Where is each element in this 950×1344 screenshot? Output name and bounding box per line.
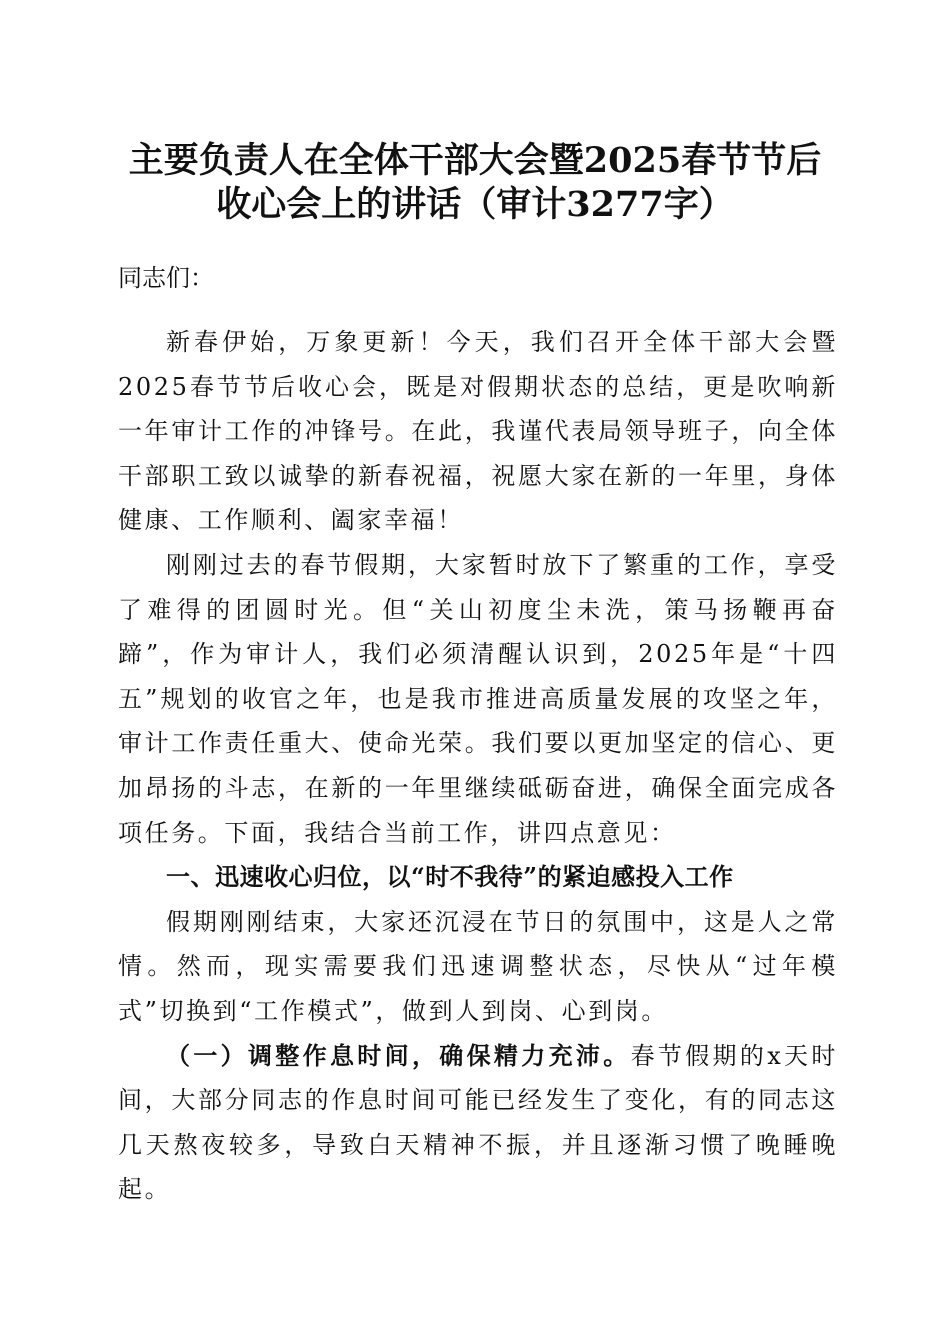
paragraph-context: 刚刚过去的春节假期，大家暂时放下了繁重的工作，享受了难得的团圆时光。但“关山初度尘未洗，策马扬鞭再奋蹄”，作为审计人，我们必须清醒认识到，2025年是“十四五”规划的收官之年，也是我市推进高质量发展的攻坚之年，审计工作责任重大、使命光荣。我们要以更加坚定的信心、更加昂扬的斗志，在新的一年里继续砥砺奋进，确保全面完成各项任务。下面，我结合当前工作，讲四点意见：	[118, 550, 838, 847]
section-heading-1: 一、迅速收心归位，以“时不我待”的紧迫感投入工作	[166, 862, 734, 892]
subsection-1-text: 春节假期的x天时间，大部分同志的作息时间可能已经发生了变化，有的同志这几天熬夜较多，导致白天精神不振，并且逐渐习惯了晚睡晚起。	[118, 1041, 838, 1204]
paragraph-section-1: 假期刚刚结束，大家还沉浸在节日的氛围中，这是人之常情。然而，现实需要我们迅速调整状态，尽快从“过年模式”切换到“工作模式”，做到人到岗、心到岗。	[118, 907, 838, 1025]
salutation: 同志们：	[118, 264, 214, 292]
document-title-line-1: 主要负责人在全体干部大会暨2025春节节后	[128, 140, 822, 181]
document-body	[118, 320, 838, 1212]
paragraph-subsection-1	[118, 1034, 838, 1212]
paragraph-opening: 新春伊始，万象更新！今天，我们召开全体干部大会暨2025春节节后收心会，既是对假期状态的总结，更是吹响新一年审计工作的冲锋号。在此，我谨代表局领导班子，向全体干部职工致以诚挚的新春祝福，祝愿大家在新的一年里，身体健康、工作顺利、阖家幸福！	[118, 328, 838, 535]
subsection-1-lead: （一）调整作息时间，确保精力充沛。	[166, 1040, 631, 1070]
document-title-line-2: 收心会上的讲话（审计3277字）	[216, 184, 734, 225]
